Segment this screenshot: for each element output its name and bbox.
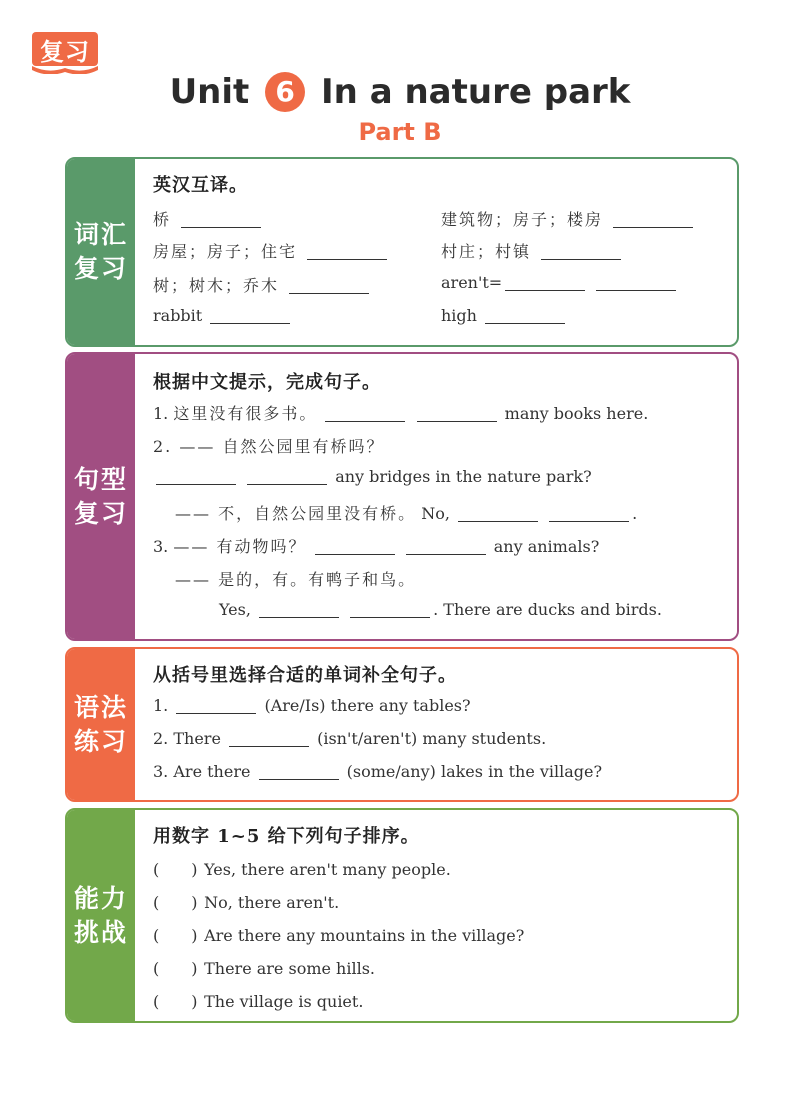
grammar-instruction: 从括号里选择合适的单词补全句子。 (153, 665, 457, 686)
order-blank[interactable]: ( ) (153, 893, 198, 912)
answer-blank[interactable] (259, 601, 339, 618)
review-badge (30, 30, 100, 74)
part-label: Part B (358, 118, 442, 146)
challenge-side-line1: 能力 (73, 883, 128, 913)
grammar-q2: 2. There (isn't/aren't) many students. (153, 729, 547, 748)
answer-blank[interactable] (417, 405, 497, 422)
challenge-section (65, 808, 739, 1023)
page-title (0, 72, 800, 112)
vocab-item: 村庄；村镇 (441, 239, 624, 262)
vocab-item: rabbit (153, 306, 293, 325)
challenge-instruction: 用数字 1~5 给下列句子排序。 (153, 826, 420, 847)
answer-blank[interactable] (181, 211, 261, 228)
vocab-side-line1: 词汇 (73, 220, 128, 249)
order-blank[interactable]: ( ) (153, 926, 198, 945)
challenge-item: ( ) Are there any mountains in the village? (153, 923, 524, 946)
answer-blank[interactable] (289, 277, 369, 294)
answer-blank[interactable] (350, 601, 430, 618)
answer-blank[interactable] (259, 763, 339, 780)
challenge-item: ( ) The village is quiet. (153, 989, 363, 1012)
grammar-q3: 3. Are there (some/any) lakes in the village? (153, 762, 603, 781)
order-blank[interactable]: ( ) (153, 860, 198, 879)
vocab-item: 桥 (153, 207, 264, 230)
vocab-item: aren't= (441, 273, 679, 292)
sentence-instruction: 根据中文提示，完成句子。 (153, 372, 381, 393)
unit-title: In a nature park (321, 72, 631, 112)
answer-blank[interactable] (210, 307, 290, 324)
answer-blank[interactable] (458, 505, 538, 522)
sentence-q3: 3. —— 有动物吗？ any animals? (153, 537, 600, 556)
challenge-item: ( ) Yes, there aren't many people. (153, 857, 451, 880)
challenge-sidebar (67, 810, 135, 1021)
challenge-item: ( ) No, there aren't. (153, 890, 339, 913)
sentence-q3-answer-en: Yes, . There are ducks and birds. (219, 600, 662, 619)
answer-blank[interactable] (325, 405, 405, 422)
order-blank[interactable]: ( ) (153, 992, 198, 1011)
sentence-side-line2: 复习 (73, 498, 128, 528)
answer-blank[interactable] (549, 505, 629, 522)
badge-label: 复习 (40, 38, 90, 66)
answer-blank[interactable] (613, 211, 693, 228)
grammar-side-line2: 练习 (73, 726, 128, 756)
challenge-item: ( ) There are some hills. (153, 956, 375, 979)
vocab-item: 树；树木；乔木 (153, 273, 372, 296)
answer-blank[interactable] (485, 307, 565, 324)
sentence-section (65, 352, 739, 641)
sentence-side-line1: 句型 (73, 464, 128, 494)
vocab-item: 房屋；房子；住宅 (153, 239, 390, 262)
sentence-sidebar (67, 354, 135, 639)
challenge-side-line2: 挑战 (73, 917, 128, 947)
grammar-side-line1: 语法 (73, 692, 128, 722)
unit-number: 6 (265, 72, 305, 112)
sentence-q2-en: any bridges in the nature park? (153, 467, 592, 486)
grammar-q1: 1. (Are/Is) there any tables? (153, 696, 471, 715)
grammar-sidebar (67, 649, 135, 800)
vocab-item: high (441, 306, 568, 325)
answer-blank[interactable] (229, 730, 309, 747)
order-blank[interactable]: ( ) (153, 959, 198, 978)
answer-blank[interactable] (315, 538, 395, 555)
answer-blank[interactable] (247, 468, 327, 485)
sentence-q2-answer: —— 不，自然公园里没有桥。 No, . (175, 504, 638, 523)
sentence-q2: 2. —— 自然公园里有桥吗？ (153, 437, 385, 456)
sentence-q1: 1. 这里没有很多书。 many books here. (153, 404, 649, 423)
grammar-section (65, 647, 739, 802)
vocab-section (65, 157, 739, 347)
vocab-item: 建筑物；房子；楼房 (441, 207, 696, 230)
vocab-instruction: 英汉互译。 (153, 175, 248, 196)
answer-blank[interactable] (406, 538, 486, 555)
answer-blank[interactable] (541, 243, 621, 260)
answer-blank[interactable] (307, 243, 387, 260)
answer-blank[interactable] (156, 468, 236, 485)
vocab-side-line2: 复习 (73, 254, 128, 283)
sentence-q3-answer-cn: —— 是的，有。有鸭子和鸟。 (175, 570, 417, 589)
unit-prefix: Unit (169, 72, 250, 112)
answer-blank[interactable] (596, 274, 676, 291)
answer-blank[interactable] (505, 274, 585, 291)
answer-blank[interactable] (176, 697, 256, 714)
vocab-sidebar (67, 159, 135, 345)
